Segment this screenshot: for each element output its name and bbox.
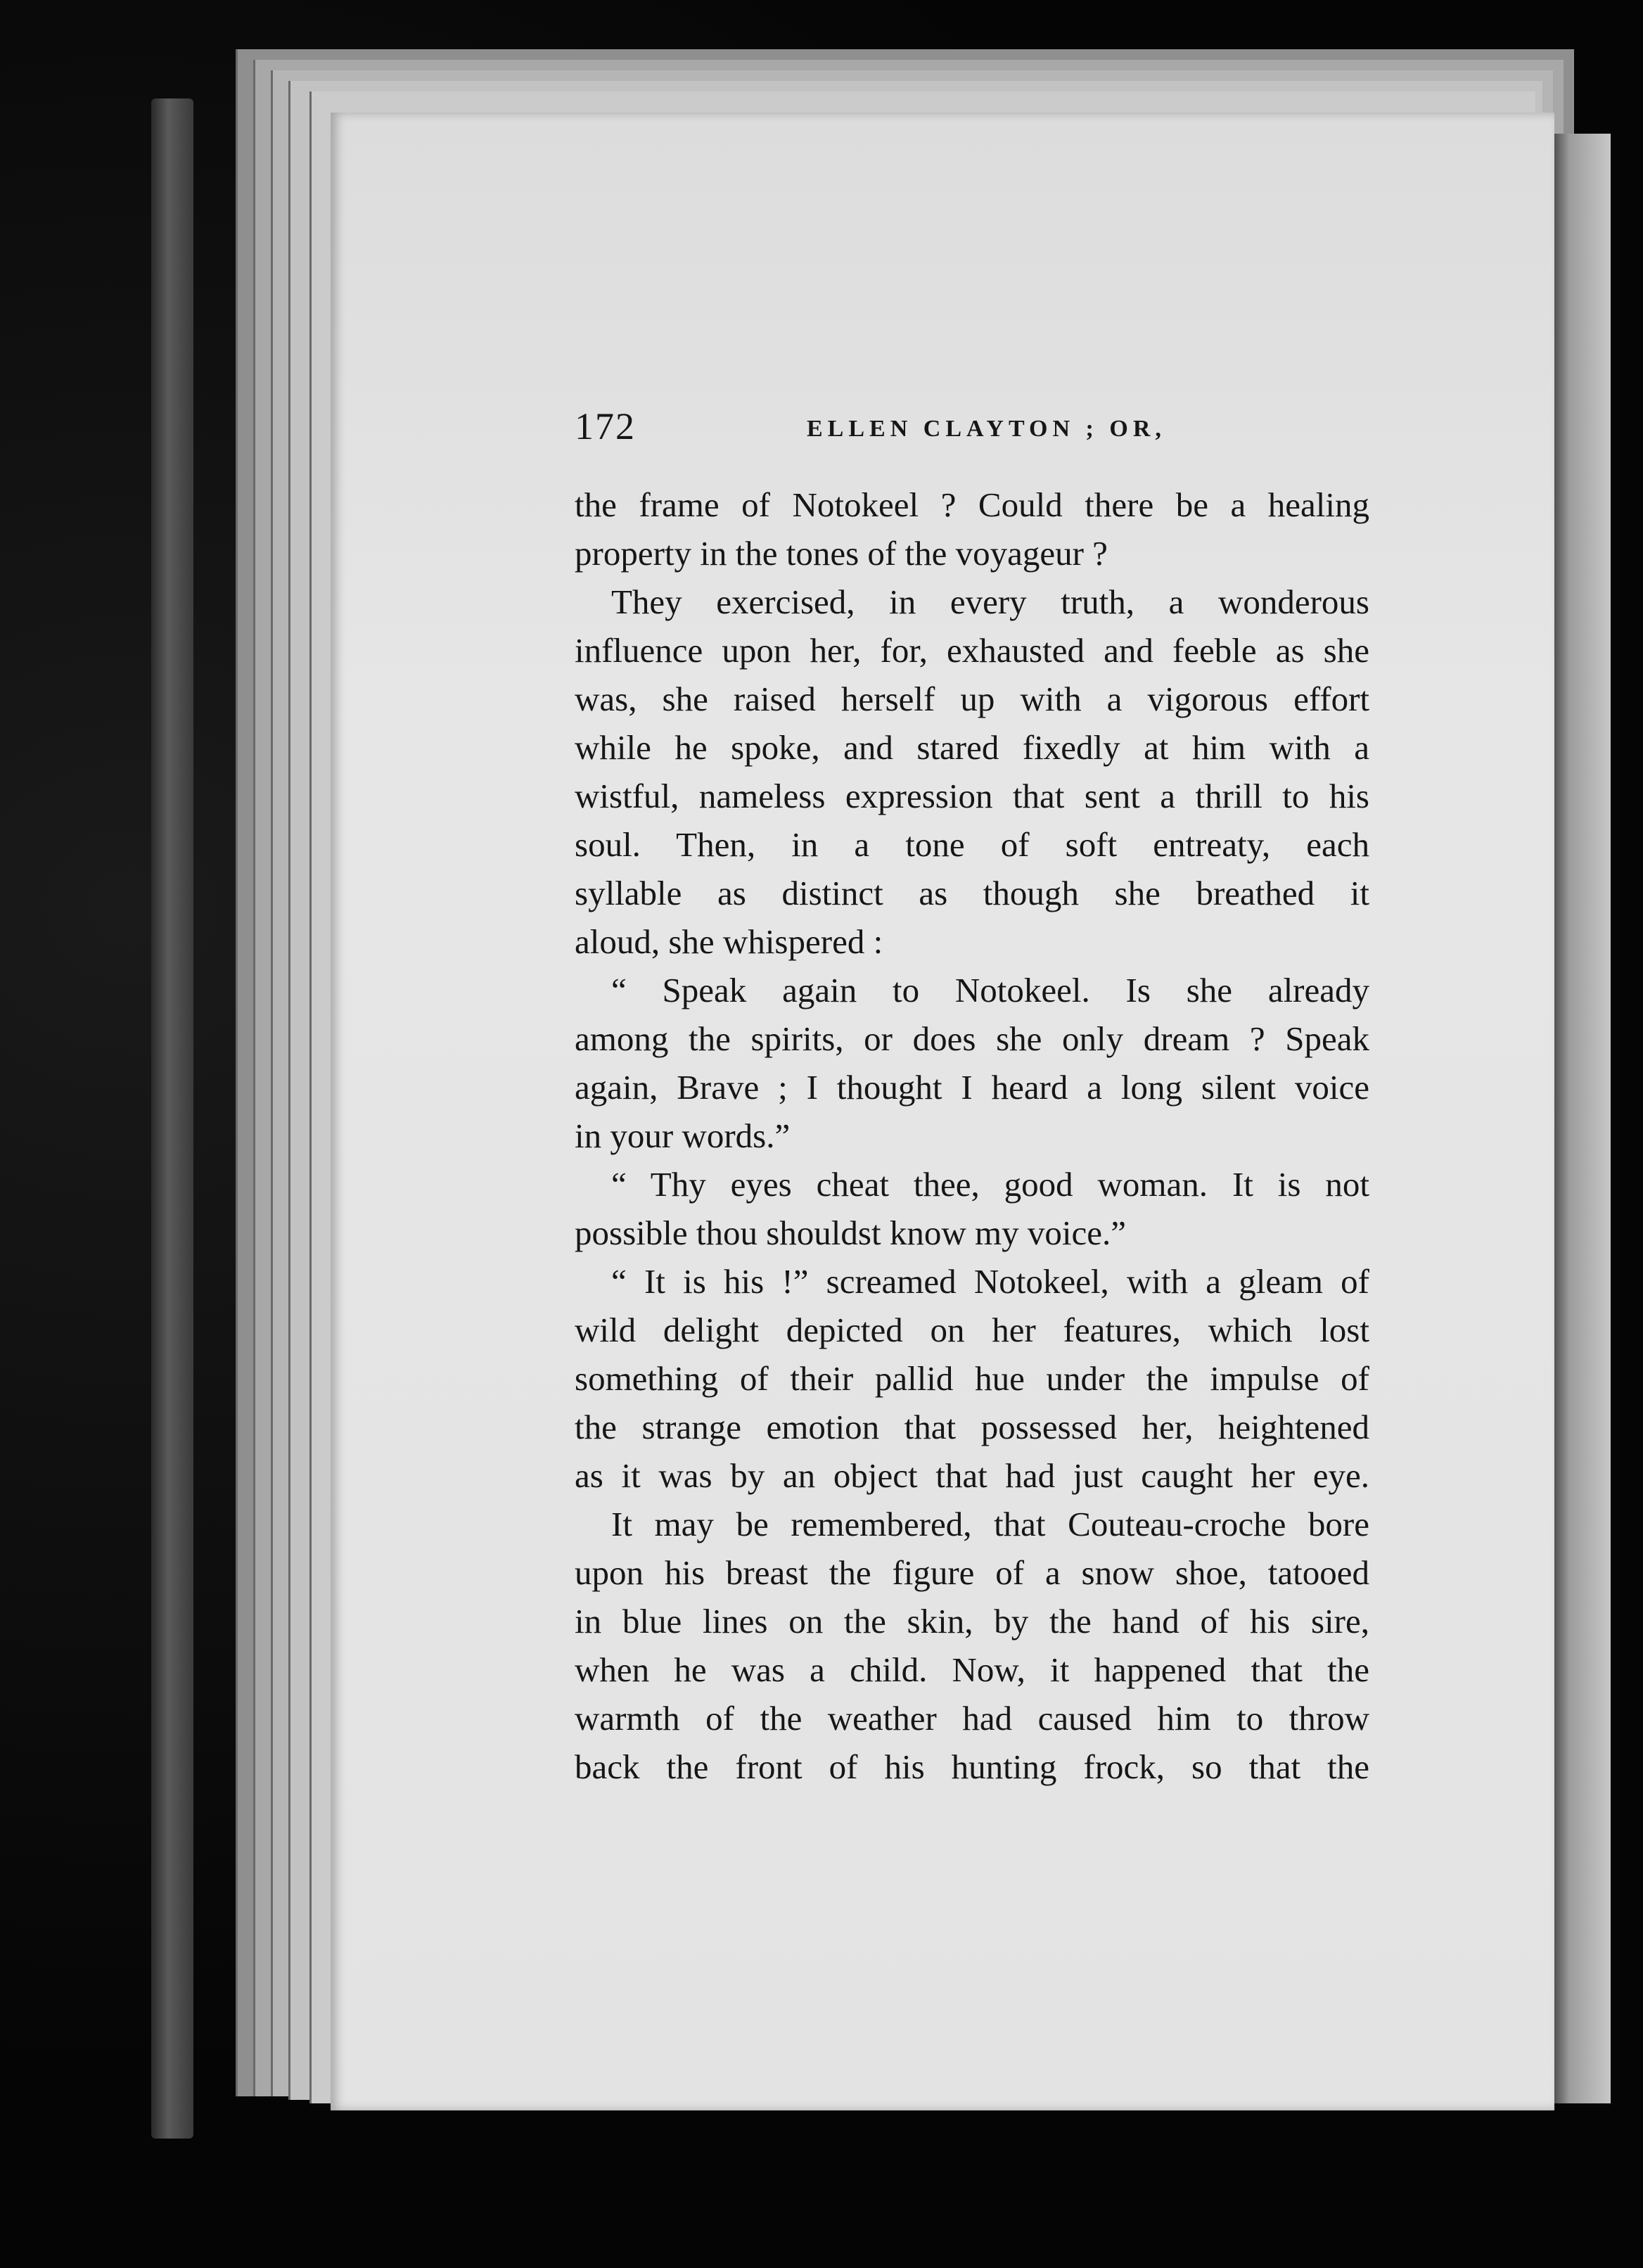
text-line: something of their pallid hue under the impulse of bbox=[575, 1359, 1369, 1398]
text-line: in your words.” bbox=[575, 1116, 791, 1155]
page-number: 172 bbox=[575, 405, 636, 447]
text-line: again, Brave ; I thought I heard a long silent voice bbox=[575, 1068, 1369, 1107]
text-line: the strange emotion that possessed her, heightened bbox=[575, 1408, 1369, 1446]
text-line: syllable as distinct as though she breathed it bbox=[575, 874, 1369, 912]
text-line: among the spirits, or does she only dream ? Speak bbox=[575, 1019, 1369, 1058]
book-spine bbox=[151, 98, 193, 2139]
running-title: ELLEN CLAYTON ; OR, bbox=[807, 416, 1166, 442]
paragraph bbox=[575, 480, 1369, 578]
text-line: while he spoke, and stared fixedly at him with a bbox=[575, 728, 1369, 767]
body-text bbox=[575, 480, 1369, 1791]
text-line: wistful, nameless expression that sent a thrill to his bbox=[575, 777, 1369, 815]
text-line: back the front of his hunting frock, so that the bbox=[575, 1747, 1369, 1786]
text-line: soul. Then, in a tone of soft entreaty, each bbox=[575, 825, 1369, 864]
text-line: “ Speak again to Notokeel. Is she already bbox=[611, 971, 1369, 1009]
text-line: in blue lines on the skin, by the hand of his sire, bbox=[575, 1602, 1369, 1641]
text-line: possible thou shouldst know my voice.” bbox=[575, 1213, 1126, 1252]
text-line: “ It is his !” screamed Notokeel, with a gleam of bbox=[611, 1262, 1369, 1301]
text-line: property in the tones of the voyageur ? bbox=[575, 534, 1108, 573]
paragraph bbox=[575, 966, 1369, 1160]
text-line: aloud, she whispered : bbox=[575, 922, 883, 961]
text-line: the frame of Notokeel ? Could there be a healing bbox=[575, 485, 1369, 524]
paragraph bbox=[575, 578, 1369, 966]
paragraph bbox=[575, 1500, 1369, 1791]
text-line: “ Thy eyes cheat thee, good woman. It is not bbox=[611, 1165, 1369, 1204]
text-line: was, she raised herself up with a vigorous effort bbox=[575, 680, 1369, 718]
text-line: as it was by an object that had just caught her eye. bbox=[575, 1456, 1369, 1495]
text-line: wild delight depicted on her features, which lost bbox=[575, 1311, 1369, 1349]
text-line: warmth of the weather had caused him to throw bbox=[575, 1699, 1369, 1738]
running-head bbox=[575, 404, 1369, 461]
paragraph bbox=[575, 1160, 1369, 1257]
paragraph bbox=[575, 1257, 1369, 1500]
text-line: upon his breast the figure of a snow shoe, tatooed bbox=[575, 1553, 1369, 1592]
text-line: when he was a child. Now, it happened that the bbox=[575, 1650, 1369, 1689]
text-line: They exercised, in every truth, a wonderous bbox=[611, 582, 1369, 621]
text-line: It may be remembered, that Couteau-croche bore bbox=[611, 1505, 1369, 1543]
page-text-block bbox=[575, 404, 1369, 1791]
text-line: influence upon her, for, exhausted and feeble as she bbox=[575, 631, 1369, 670]
